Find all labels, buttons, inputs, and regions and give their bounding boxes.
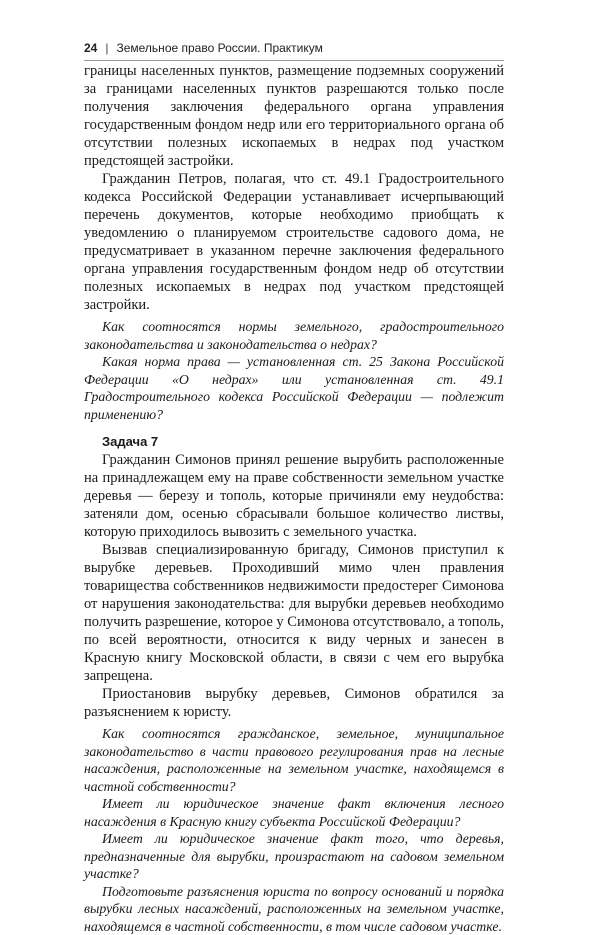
page-number: 24	[84, 41, 97, 55]
question-2: Какая норма права — установленная ст. 25 Закона Российской Федерации «О недрах» или установленная ст. 49.1 Градостроительного кодекса Российской Федерации — подлежит применению?	[84, 353, 504, 423]
question-4: Имеет ли юридическое значение факт включения лесного насаждения в Красную книгу субъекта Российской Федерации?	[84, 795, 504, 830]
paragraph-simonov-felling: Вызвав специализированную бригаду, Симонов приступил к вырубке деревьев. Проходивший мимо член правления товарищества собственников недвижимости предостерег Симонова от нарушения законодательства: для вырубки деревьев необходимо получить разрешение, которое у Симонова отсутствовало, а тополь, по всей вероятности, относится к виду черных и занесен в Красную книгу Московской области, в связи с чем его вырубка запрещена.	[84, 541, 504, 685]
paragraph-simonov-decision: Гражданин Симонов принял решение вырубить расположенные на принадлежащем ему на праве собственности земельном участке деревья — березу и тополь, которые причиняли ему неудобства: затеняли дом, осенью сбрасывали большое количество листвы, которую приходилось вывозить с земельного участка.	[84, 451, 504, 541]
question-1: Как соотносятся нормы земельного, градостроительного законодательства и законодательства о недрах?	[84, 318, 504, 353]
page-body	[84, 62, 504, 935]
question-3: Как соотносятся гражданское, земельное, муниципальное законодательство в части правового регулирования прав на лесные насаждения, расположенные на земельном участке, находящемся в частной собственности?	[84, 725, 504, 795]
book-title: Земельное право России. Практикум	[116, 41, 322, 55]
question-6: Подготовьте разъяснения юриста по вопросу оснований и порядка вырубки лесных насаждений, расположенных на земельном участке, находящемся в частной собственности, в том числе садовом участке.	[84, 883, 504, 935]
paragraph-simonov-lawyer: Приостановив вырубку деревьев, Симонов обратился за разъяснением к юристу.	[84, 685, 504, 721]
question-5: Имеет ли юридическое значение факт того, что деревья, предназначенные для вырубки, произрастают на садовом земельном участке?	[84, 830, 504, 883]
running-header	[84, 38, 504, 58]
task-title: Задача 7	[84, 433, 504, 451]
paragraph-continued: границы населенных пунктов, размещение подземных сооружений за границами населенных пунктов разрешаются только после получения заключения федерального органа управления государственным фондом недр или его территориального органа об отсутствии полезных ископаемых в недрах под участком предстоящей застройки.	[84, 62, 504, 170]
header-rule	[84, 60, 504, 61]
header-separator: |	[105, 41, 108, 55]
paragraph-petrov: Гражданин Петров, полагая, что ст. 49.1 Градостроительного кодекса Российской Федерации устанавливает исчерпывающий перечень документов, которые необходимо приобщать к уведомлению о планируемом строительстве садового дома, не предусматривает в указанном перечне заключения федерального органа управления государственным фондом недр об отсутствии полезных ископаемых в недрах под участком предстоящей застройки.	[84, 170, 504, 314]
